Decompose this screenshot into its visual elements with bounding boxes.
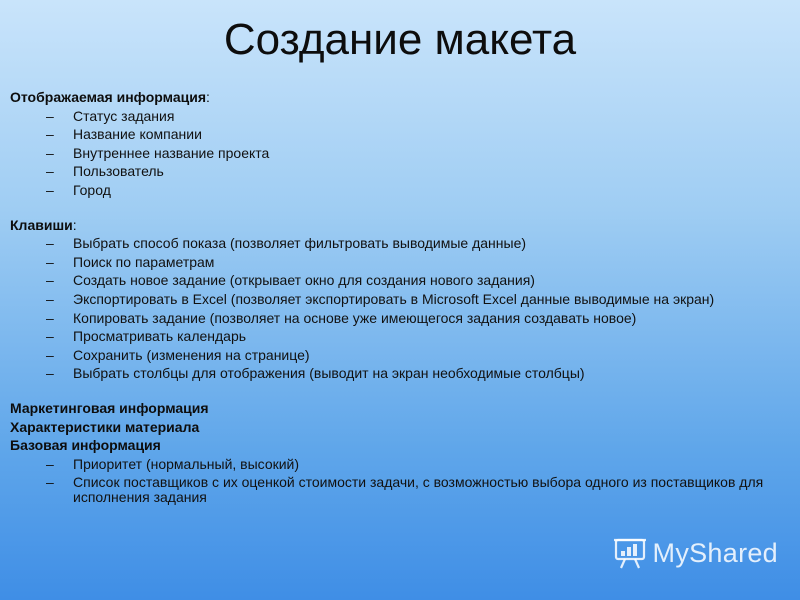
dash-bullet: – bbox=[46, 290, 54, 307]
list-item bbox=[10, 125, 795, 144]
section-heading-marketing: Маркетинговая информация bbox=[10, 399, 209, 416]
heading-text: Клавиши bbox=[10, 216, 73, 233]
dash-bullet: – bbox=[46, 163, 54, 180]
list-item bbox=[10, 181, 795, 200]
heading-text: Отображаемая информация bbox=[10, 89, 206, 105]
item-text: Пользователь bbox=[73, 163, 164, 180]
list-item bbox=[10, 271, 795, 290]
dash-bullet: – bbox=[46, 346, 54, 363]
dash-bullet: – bbox=[46, 181, 54, 198]
item-text: Статус задания bbox=[73, 107, 175, 124]
dash-bullet: – bbox=[46, 272, 54, 289]
item-text: Город bbox=[73, 181, 111, 198]
myshared-watermark bbox=[613, 536, 778, 570]
dash-bullet: – bbox=[46, 253, 54, 270]
item-text: Список поставщиков с их оценкой стоимости задачи, с возможностью выбора одного из поставщиков для исполнения задания bbox=[73, 474, 764, 506]
item-text: Название компании bbox=[73, 126, 202, 143]
dash-bullet: – bbox=[46, 126, 54, 143]
list-item bbox=[10, 290, 795, 309]
display-list bbox=[10, 107, 795, 200]
list-item bbox=[10, 144, 795, 163]
presentation-board-icon bbox=[613, 536, 649, 570]
section-heading-material: Характеристики материала bbox=[10, 418, 200, 435]
dash-bullet: – bbox=[46, 107, 54, 124]
item-text: Сохранить (изменения на странице) bbox=[73, 346, 310, 363]
base-list bbox=[10, 455, 795, 506]
item-text: Выбрать способ показа (позволяет фильтровать выводимые данные) bbox=[73, 235, 527, 252]
watermark-text: MyShared bbox=[652, 537, 778, 568]
list-item bbox=[10, 346, 795, 365]
item-text: Создать новое задание (открывает окно для создания нового задания) bbox=[73, 272, 535, 289]
dash-bullet: – bbox=[46, 309, 54, 326]
slide-title: Создание макета bbox=[223, 15, 577, 64]
heading-colon: : bbox=[72, 216, 77, 233]
list-item bbox=[10, 162, 795, 181]
dash-bullet: – bbox=[46, 328, 54, 345]
list-item bbox=[10, 455, 795, 474]
dash-bullet: – bbox=[46, 235, 54, 252]
item-text: Поиск по параметрам bbox=[73, 253, 215, 270]
section-heading-display bbox=[10, 88, 795, 107]
list-item bbox=[10, 107, 795, 126]
item-text: Просматривать календарь bbox=[73, 328, 247, 345]
item-text: Экспортировать в Excel (позволяет экспортировать в Microsoft Excel данные выводимые на экран) bbox=[73, 290, 715, 307]
dash-bullet: – bbox=[46, 365, 54, 382]
section-heading-keys bbox=[10, 216, 795, 235]
heading-colon: : bbox=[206, 89, 210, 105]
list-item bbox=[10, 253, 795, 272]
dash-bullet: – bbox=[46, 474, 54, 491]
spacer bbox=[10, 200, 795, 216]
list-item bbox=[10, 234, 795, 253]
slide-content bbox=[10, 88, 795, 505]
dash-bullet: – bbox=[46, 144, 54, 161]
list-item bbox=[10, 309, 795, 328]
list-item bbox=[10, 327, 795, 346]
list-item bbox=[10, 473, 795, 505]
item-text: Внутреннее название проекта bbox=[73, 144, 270, 161]
spacer bbox=[10, 383, 795, 399]
item-text: Копировать задание (позволяет на основе уже имеющегося задания создавать новое) bbox=[73, 309, 637, 326]
item-text: Приоритет (нормальный, высокий) bbox=[73, 455, 300, 472]
item-text: Выбрать столбцы для отображения (выводит на экран необходимые столбцы) bbox=[73, 365, 585, 382]
list-item bbox=[10, 364, 795, 383]
keys-list bbox=[10, 234, 795, 383]
dash-bullet: – bbox=[46, 455, 54, 472]
section-heading-base: Базовая информация bbox=[10, 437, 161, 454]
